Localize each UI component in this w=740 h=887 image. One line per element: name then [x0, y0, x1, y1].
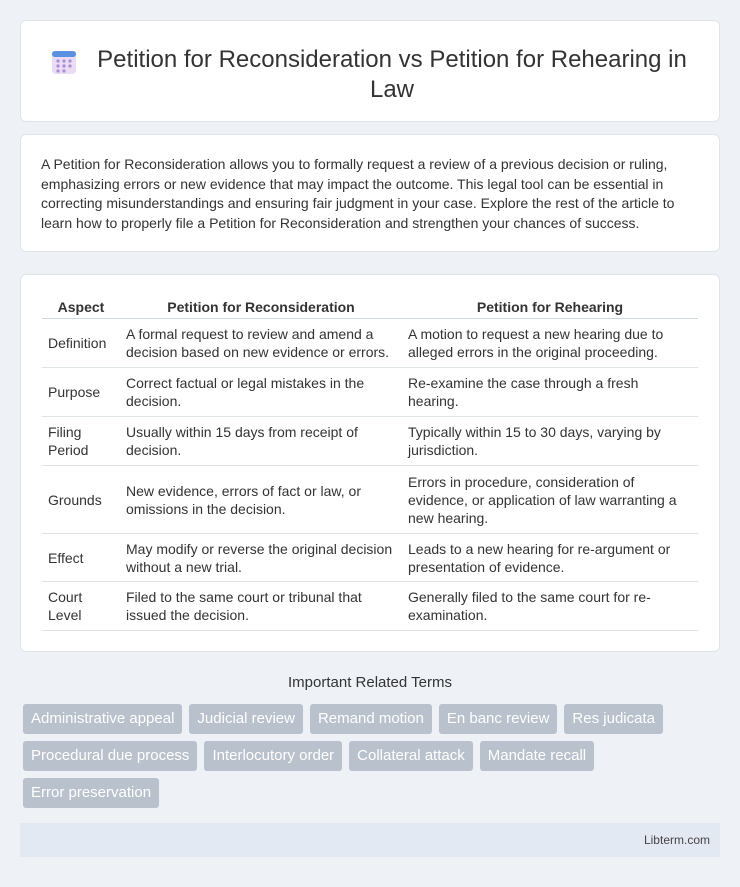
cell-reconsideration: Usually within 15 days from receipt of decision.: [120, 417, 402, 466]
cell-rehearing: Errors in procedure, consideration of evidence, or application of law warranting a new hearing.: [402, 466, 698, 534]
header-reconsideration: Petition for Reconsideration: [120, 295, 402, 319]
related-term-tag[interactable]: Mandate recall: [480, 741, 594, 771]
cell-aspect: Filing Period: [42, 417, 120, 466]
cell-rehearing: Typically within 15 to 30 days, varying by jurisdiction.: [402, 417, 698, 466]
intro-card: [20, 134, 720, 252]
related-term-tag[interactable]: Error preservation: [23, 778, 159, 808]
cell-aspect: Court Level: [42, 582, 120, 631]
related-term-tag[interactable]: Judicial review: [189, 704, 303, 734]
table-row: [42, 466, 698, 534]
related-term-tag[interactable]: Collateral attack: [349, 741, 473, 771]
related-term-tag[interactable]: Administrative appeal: [23, 704, 182, 734]
table-header-row: [42, 295, 698, 319]
table-row: [42, 319, 698, 368]
cell-rehearing: Generally filed to the same court for re-examination.: [402, 582, 698, 631]
comparison-card: [20, 274, 720, 652]
related-term-tag[interactable]: Remand motion: [310, 704, 432, 734]
cell-rehearing: A motion to request a new hearing due to alleged errors in the original proceeding.: [402, 319, 698, 368]
related-terms-list: [23, 704, 713, 808]
cell-aspect: Grounds: [42, 466, 120, 534]
cell-reconsideration: May modify or reverse the original decision without a new trial.: [120, 534, 402, 582]
header-aspect: Aspect: [42, 295, 120, 319]
footer-site-link[interactable]: Libterm.com: [643, 833, 710, 847]
related-terms-heading: Important Related Terms: [288, 674, 452, 691]
related-term-tag[interactable]: Interlocutory order: [204, 741, 342, 771]
cell-aspect: Definition: [42, 319, 120, 368]
related-term-tag[interactable]: Procedural due process: [23, 741, 197, 771]
table-row: [42, 534, 698, 582]
header-rehearing: Petition for Rehearing: [402, 295, 698, 319]
title-card: [20, 20, 720, 122]
calendar-grid-icon: [51, 49, 77, 75]
cell-rehearing: Re-examine the case through a fresh hearing.: [402, 368, 698, 417]
cell-reconsideration: New evidence, errors of fact or law, or omissions in the decision.: [120, 466, 402, 534]
table-row: [42, 368, 698, 417]
intro-paragraph: A Petition for Reconsideration allows you to formally request a review of a previous decision or ruling, emphasizing errors or new evidence that may impact the outcome. This legal tool can be essential in correcting misunderstandings and ensuring fair judgment in your case. Explore the rest of the article to learn how to properly file a Petition for Reconsideration and strengthen your chances of success.: [41, 156, 675, 231]
comparison-table: [42, 295, 698, 631]
table-row: [42, 417, 698, 466]
footer: [20, 823, 720, 857]
related-term-tag[interactable]: En banc review: [439, 704, 558, 734]
cell-aspect: Purpose: [42, 368, 120, 417]
cell-reconsideration: Correct factual or legal mistakes in the decision.: [120, 368, 402, 417]
table-row: [42, 582, 698, 631]
related-term-tag[interactable]: Res judicata: [564, 704, 663, 734]
cell-reconsideration: Filed to the same court or tribunal that issued the decision.: [120, 582, 402, 631]
page-title: Petition for Reconsideration vs Petition for Rehearing in Law: [97, 46, 687, 103]
cell-reconsideration: A formal request to review and amend a decision based on new evidence or errors.: [120, 319, 402, 368]
cell-aspect: Effect: [42, 534, 120, 582]
cell-rehearing: Leads to a new hearing for re-argument or presentation of evidence.: [402, 534, 698, 582]
